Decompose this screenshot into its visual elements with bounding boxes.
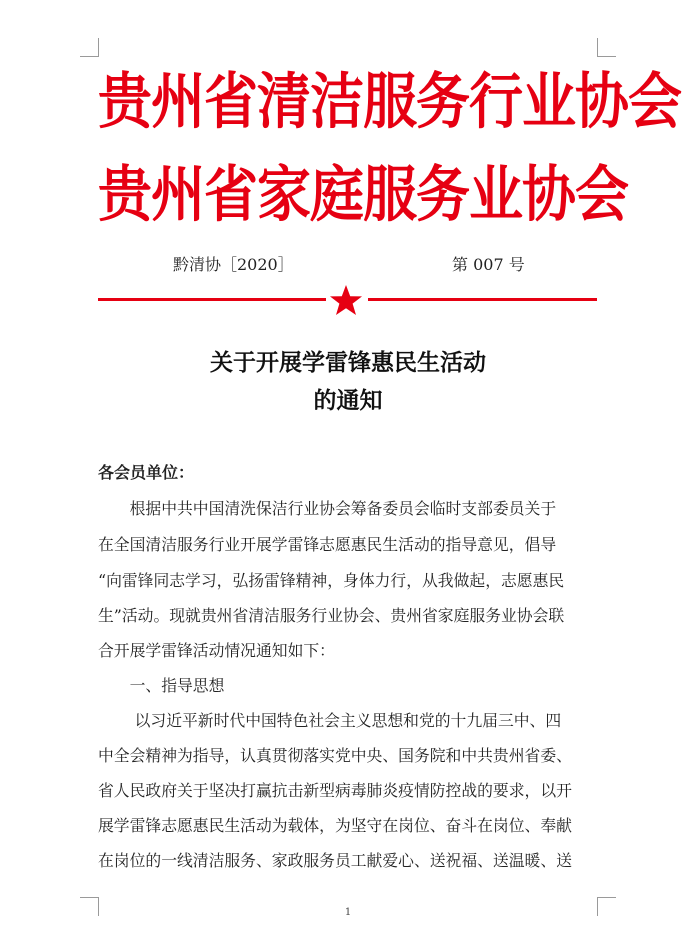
section-heading: 一、指导思想 [98,676,225,695]
body-line: 中全会精神为指导，认真贯彻落实党中央、国务院和中共贵州省委、 [98,746,572,765]
body-line: 根据中共中国清洗保洁行业协会筹备委员会临时支部委员关于 [98,499,557,518]
body-line: 在岗位的一线清洁服务、家政服务员工献爱心、送祝福、送温暖、送 [98,851,572,870]
red-divider-right [368,298,597,301]
red-divider-left [98,298,326,301]
crop-mark-top-left [80,38,99,57]
crop-mark-bottom-right [597,897,616,916]
doc-prefix: 黔清协［2020］ [173,255,294,274]
body-line: 省人民政府关于坚决打赢抗击新型病毒肺炎疫情防控战的要求，以开 [98,781,572,800]
crop-mark-top-right [597,38,616,57]
body-line: 以习近平新时代中国特色社会主义思想和党的十九届三中、四 [98,711,562,730]
org-name-line1: 贵州省清洁服务行业协会 [98,66,681,137]
body-line: 在全国清洁服务行业开展学雷锋志愿惠民生活动的指导意见，倡导 [98,535,557,554]
body-line: 合开展学雷锋活动情况通知如下： [98,641,335,660]
doc-number: 第 007 号 [452,255,525,274]
star-icon [328,284,364,316]
notice-title-line2: 的通知 [313,387,383,414]
salutation: 各会员单位： [98,463,195,482]
crop-mark-bottom-left [80,897,99,916]
body-line: 生”活动。现就贵州省清洁服务行业协会、贵州省家庭服务业协会联 [98,606,565,625]
org-name-line2: 贵州省家庭服务业协会 [98,159,628,230]
notice-title-line1: 关于开展学雷锋惠民生活动 [210,349,486,376]
page-number: 1 [344,907,352,918]
body-line: 展学雷锋志愿惠民生活动为载体，为坚守在岗位、奋斗在岗位、奉献 [98,816,572,835]
body-line: “向雷锋同志学习，弘扬雷锋精神，身体力行，从我做起，志愿惠民 [98,571,565,590]
